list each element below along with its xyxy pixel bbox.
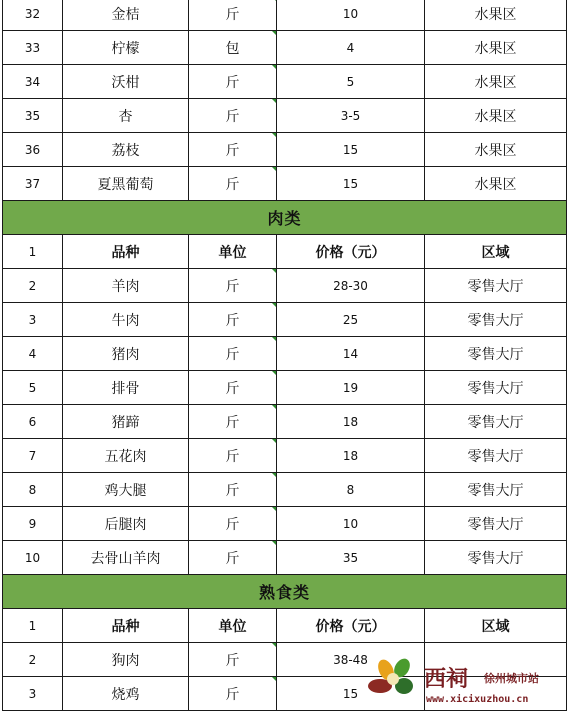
- item-unit: 斤: [189, 643, 277, 677]
- watermark-logo: [364, 648, 568, 712]
- table-row: [3, 541, 567, 575]
- item-name: 狗肉: [63, 643, 189, 677]
- item-price: 5: [277, 65, 425, 99]
- item-area: 零售大厅: [425, 337, 567, 371]
- column-header-name: 品种: [63, 609, 189, 643]
- item-name: 后腿肉: [63, 507, 189, 541]
- watermark-tagline: 徐州城市站: [484, 672, 539, 685]
- item-unit: 斤: [189, 405, 277, 439]
- watermark-url: www.xicixuzhou.cn: [426, 694, 529, 705]
- item-price: 10: [277, 0, 425, 31]
- item-price: 25: [277, 303, 425, 337]
- item-name: 金桔: [63, 0, 189, 31]
- row-number: 3: [3, 677, 63, 711]
- item-area: 水果区: [425, 167, 567, 201]
- item-name: 排骨: [63, 371, 189, 405]
- section-title: 肉类: [3, 201, 567, 235]
- item-area: 水果区: [425, 0, 567, 31]
- item-area: 零售大厅: [425, 371, 567, 405]
- item-price: 15: [277, 677, 425, 711]
- column-header-row: [3, 235, 567, 269]
- table-row: [3, 303, 567, 337]
- item-area: 零售大厅: [425, 507, 567, 541]
- column-header-unit: 单位: [189, 609, 277, 643]
- item-price: 4: [277, 31, 425, 65]
- watermark-name: 西祠: [424, 666, 469, 692]
- item-area: 零售大厅: [425, 473, 567, 507]
- item-name: 荔枝: [63, 133, 189, 167]
- item-unit: 斤: [189, 269, 277, 303]
- item-name: 去骨山羊肉: [63, 541, 189, 575]
- item-unit: 斤: [189, 0, 277, 31]
- table-row: [3, 439, 567, 473]
- item-name: 羊肉: [63, 269, 189, 303]
- item-unit: 斤: [189, 337, 277, 371]
- row-number: 6: [3, 405, 63, 439]
- row-number: 10: [3, 541, 63, 575]
- item-area: 水果区: [425, 65, 567, 99]
- column-header-price: 价格（元）: [277, 235, 425, 269]
- item-name: 牛肉: [63, 303, 189, 337]
- item-name: 杏: [63, 99, 189, 133]
- column-header-area: 区域: [425, 235, 567, 269]
- item-area: 水果区: [425, 31, 567, 65]
- row-number: 7: [3, 439, 63, 473]
- column-header-price: 价格（元）: [277, 609, 425, 643]
- row-number: 33: [3, 31, 63, 65]
- item-price: 14: [277, 337, 425, 371]
- table-row: [3, 0, 567, 31]
- item-area: 零售大厅: [425, 439, 567, 473]
- table-row: [3, 337, 567, 371]
- column-header-unit: 单位: [189, 235, 277, 269]
- flower-logo-icon: [364, 648, 428, 708]
- row-number: 37: [3, 167, 63, 201]
- item-price: 18: [277, 439, 425, 473]
- column-header-name: 品种: [63, 235, 189, 269]
- item-price: 18: [277, 405, 425, 439]
- row-number: 36: [3, 133, 63, 167]
- item-unit: 斤: [189, 133, 277, 167]
- item-area: 零售大厅: [425, 303, 567, 337]
- table-row: [3, 473, 567, 507]
- row-number: 2: [3, 269, 63, 303]
- item-price: 28-30: [277, 269, 425, 303]
- row-number: 34: [3, 65, 63, 99]
- table-row: [3, 99, 567, 133]
- row-number: 9: [3, 507, 63, 541]
- item-price: 35: [277, 541, 425, 575]
- item-unit: 斤: [189, 507, 277, 541]
- row-number: 1: [3, 235, 63, 269]
- table-row: [3, 133, 567, 167]
- item-price: 15: [277, 133, 425, 167]
- item-name: 鸡大腿: [63, 473, 189, 507]
- item-area: 零售大厅: [425, 269, 567, 303]
- item-unit: 斤: [189, 371, 277, 405]
- item-price: 19: [277, 371, 425, 405]
- item-name: 猪肉: [63, 337, 189, 371]
- item-unit: 斤: [189, 65, 277, 99]
- item-price: 10: [277, 507, 425, 541]
- item-price: 38-48: [277, 643, 425, 677]
- item-unit: 包: [189, 31, 277, 65]
- table-row: [3, 65, 567, 99]
- item-name: 夏黑葡萄: [63, 167, 189, 201]
- row-number: 35: [3, 99, 63, 133]
- row-number: 8: [3, 473, 63, 507]
- item-name: 烧鸡: [63, 677, 189, 711]
- table-row: [3, 405, 567, 439]
- item-name: 柠檬: [63, 31, 189, 65]
- column-header-row: [3, 609, 567, 643]
- item-unit: 斤: [189, 677, 277, 711]
- row-number: 2: [3, 643, 63, 677]
- item-price: 15: [277, 167, 425, 201]
- row-number: 32: [3, 0, 63, 31]
- item-unit: 斤: [189, 167, 277, 201]
- table-row: [3, 269, 567, 303]
- section-header-meat: [3, 201, 567, 235]
- column-header-area: 区域: [425, 609, 567, 643]
- row-number: 4: [3, 337, 63, 371]
- row-number: 5: [3, 371, 63, 405]
- item-unit: 斤: [189, 473, 277, 507]
- item-unit: 斤: [189, 99, 277, 133]
- item-name: 五花肉: [63, 439, 189, 473]
- item-unit: 斤: [189, 541, 277, 575]
- row-number: 3: [3, 303, 63, 337]
- item-unit: 斤: [189, 439, 277, 473]
- item-price: 8: [277, 473, 425, 507]
- table-row: [3, 507, 567, 541]
- item-area: 零售大厅: [425, 541, 567, 575]
- section-title: 熟食类: [3, 575, 567, 609]
- row-number: 1: [3, 609, 63, 643]
- item-area: 零售大厅: [425, 405, 567, 439]
- section-header-cooked: [3, 575, 567, 609]
- item-price: 3-5: [277, 99, 425, 133]
- item-unit: 斤: [189, 303, 277, 337]
- item-name: 猪蹄: [63, 405, 189, 439]
- table-row: [3, 371, 567, 405]
- price-table: [2, 0, 567, 711]
- item-area: 水果区: [425, 99, 567, 133]
- item-area: 水果区: [425, 133, 567, 167]
- table-row: [3, 167, 567, 201]
- item-name: 沃柑: [63, 65, 189, 99]
- table-row: [3, 31, 567, 65]
